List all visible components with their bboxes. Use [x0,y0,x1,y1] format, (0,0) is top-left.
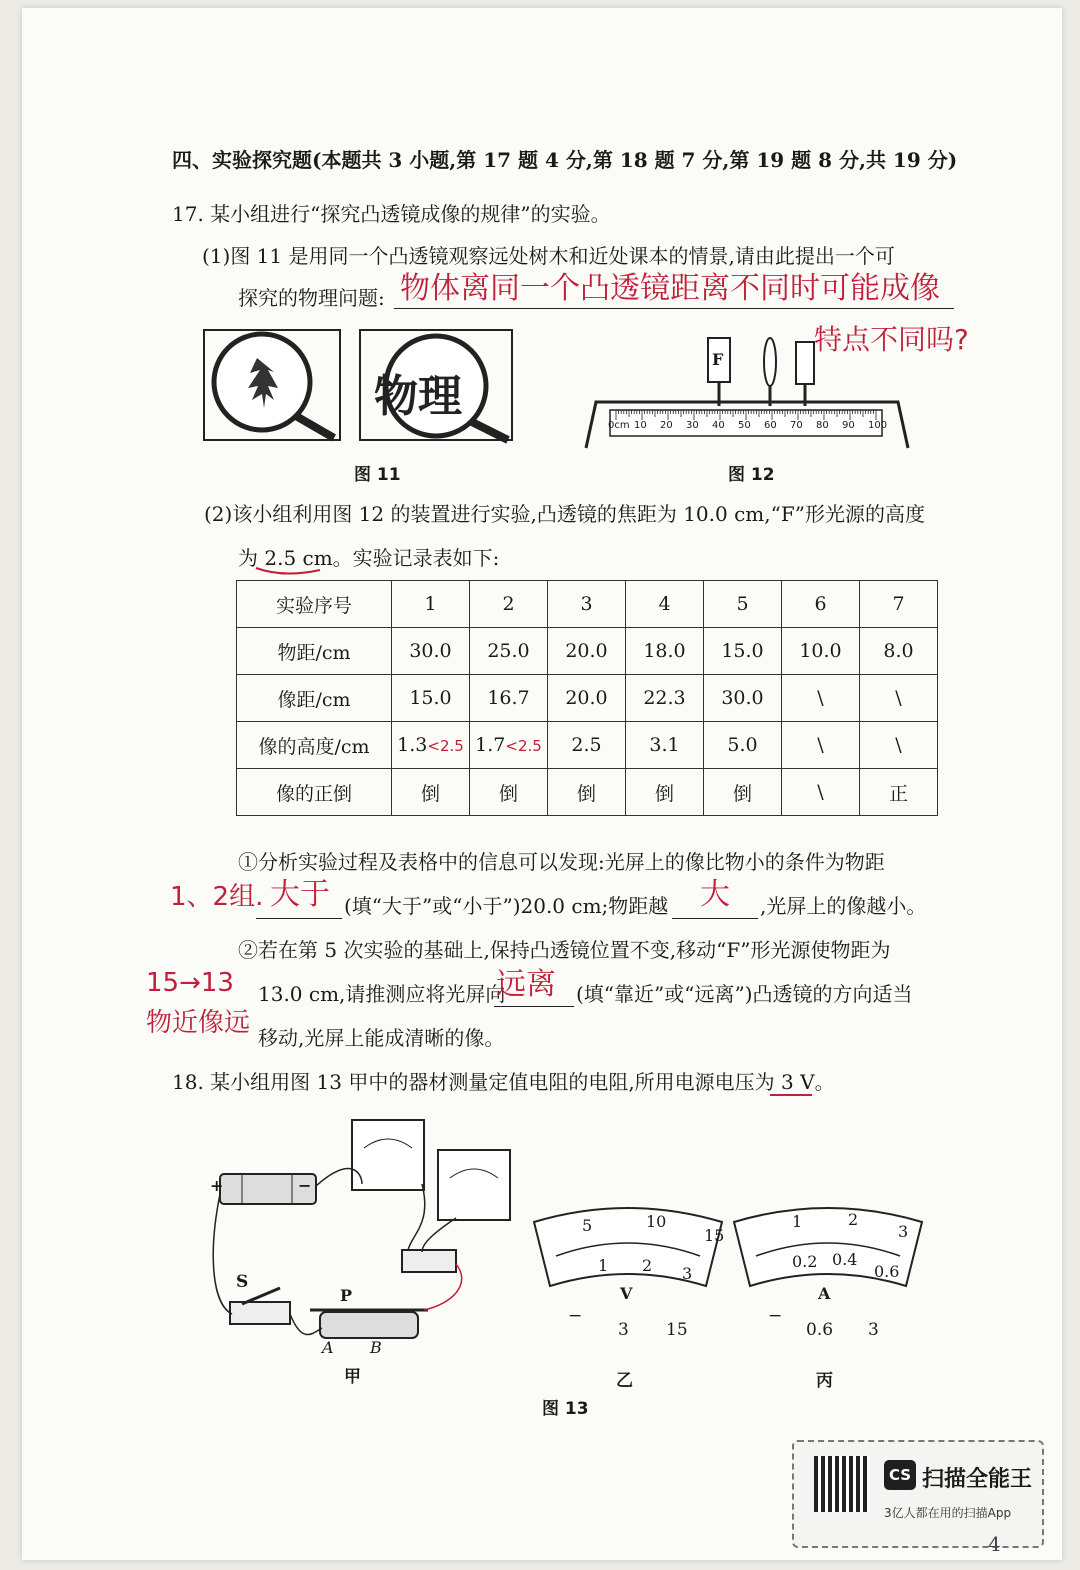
q17-stem: 17. 某小组进行“探究凸透镜成像的规律”的实验。 [172,202,611,226]
ammeter-unit: A [818,1284,831,1303]
q17-sub1-line2a: (填“大于”或“小于”)20.0 cm;物距越 [344,894,669,918]
q17-part1-handwritten-answer-cont: 特点不同吗? [814,323,969,356]
figure-11 [202,328,522,452]
q17-part2-line2: 为 2.5 cm。实验记录表如下: [238,546,500,570]
table-cell: \ [782,675,860,722]
q17-sub1-blank2 [672,918,758,919]
table-cell: 5.0 [704,722,782,769]
voltmeter-unit: V [620,1284,633,1303]
table-header-cell: 1 [392,581,470,628]
table-header-cell: 3 [548,581,626,628]
q17-sub2-line1: ②若在第 5 次实验的基础上,保持凸透镜位置不变,移动“F”形光源使物距为 [238,938,891,962]
table-cell: \ [782,722,860,769]
table-header-cell: 实验序号 [237,581,392,628]
ammeter-device [352,1120,424,1190]
rheostat [320,1312,418,1338]
table-header-cell: 4 [626,581,704,628]
table-cell: \ [860,675,938,722]
q18-stem: 18. 某小组用图 13 甲中的器材测量定值电阻的电阻,所用电源电压为 3 V。 [172,1070,835,1094]
ruler-scale-label: 10 [634,420,647,431]
table-cell: 2.5 [548,722,626,769]
table-cell: 25.0 [470,628,548,675]
voltmeter-top-15: 15 [704,1226,725,1245]
q17-sub2-line2b: (填“靠近”或“远离”)凸透镜的方向适当 [576,982,913,1006]
wire [290,1314,322,1335]
table-cell: 倒 [626,769,704,816]
voltmeter-terminal-3: 3 [618,1320,629,1340]
table-header-cell: 6 [782,581,860,628]
voltmeter-terminal-minus: − [568,1306,583,1326]
ruler-scale-label: 90 [842,420,855,431]
table-cell: \ [782,769,860,816]
ruler-scale-label: 20 [660,420,673,431]
q17-sub1-margin-note: 1、2组. [170,882,264,912]
light-screen [796,342,814,384]
switch [230,1302,290,1324]
red-underline-3v [770,1094,812,1096]
table-header-cell: 2 [470,581,548,628]
battery-minus-label: − [298,1176,312,1195]
table-header-cell: 7 [860,581,938,628]
table-cell: 16.7 [470,675,548,722]
table-cell-with-note [470,722,548,769]
q17-part2-line1: (2)该小组利用图 12 的装置进行实验,凸透镜的焦距为 10.0 cm,“F”形光源的高度 [204,502,925,526]
ruler-scale-label: 60 [764,420,777,431]
scanner-watermark-badge [792,1440,1044,1548]
table-cell: 像距/cm [237,675,392,722]
ammeter-top-1: 1 [792,1212,803,1231]
fixed-resistor [402,1250,456,1272]
label-jia: 甲 [344,1367,361,1387]
fig12-source-letter: F [712,350,724,369]
ammeter-bottom-02: 0.2 [792,1252,818,1271]
table-row [237,675,938,722]
voltmeter-top-10: 10 [646,1212,667,1231]
convex-lens [764,338,776,386]
badge-brand: 扫描全能王 [922,1467,1033,1492]
voltmeter-top-5: 5 [582,1216,593,1235]
q17-sub2-blank [494,1006,574,1007]
q17-sub1-line1: ①分析实验过程及表格中的信息可以发现:光屏上的像比物小的条件为物距 [238,850,885,874]
voltmeter-dial-frame [534,1208,725,1286]
qr-code-icon [814,1456,870,1512]
q17-sub2-margin-note1: 15→13 [146,968,234,998]
table-cell: 8.0 [860,628,938,675]
table-cell: 10.0 [782,628,860,675]
wire [213,1194,232,1314]
table-cell: 30.0 [392,628,470,675]
table-cell: 15.0 [392,675,470,722]
ammeter-terminal-3: 3 [868,1320,879,1340]
q17-sub2-margin-note2: 物近像远 [146,1008,251,1038]
ammeter-top-2: 2 [848,1210,859,1229]
ruler-scale-label: 0cm [608,420,630,431]
voltmeter-dial-figure [530,1204,726,1294]
table-cell: 倒 [470,769,548,816]
label-yi: 乙 [616,1371,633,1391]
ammeter-bottom-06: 0.6 [874,1262,900,1281]
experiment-record-table [236,580,938,816]
voltmeter-bottom-1: 1 [598,1256,609,1275]
voltmeter-device [438,1150,510,1220]
rheostat-b-label: B [370,1338,382,1357]
label-bing: 丙 [816,1371,833,1391]
voltmeter-bottom-2: 2 [642,1256,653,1275]
voltmeter-bottom-3: 3 [682,1264,693,1283]
wire [408,1184,425,1250]
table-cell-value: 1.7 [475,734,506,756]
ruler-scale-label: 30 [686,420,699,431]
table-cell: 倒 [392,769,470,816]
ruler-scale-label: 70 [790,420,803,431]
table-row [237,769,938,816]
table-cell-with-note [392,722,470,769]
figure-13-circuit [202,1114,512,1354]
table-cell: 倒 [704,769,782,816]
q17-part1-line2: 探究的物理问题: [238,286,385,310]
table-cell: 20.0 [548,628,626,675]
q17-part1-line1: (1)图 11 是用同一个凸透镜观察远处树木和近处课本的情景,请由此提出一个可 [202,244,895,268]
table-cell-value: 1.3 [397,734,428,756]
q17-sub1-answer1: 大于 [270,877,330,912]
magnifier-handle-2 [472,422,508,440]
ammeter-top-3: 3 [898,1222,909,1241]
table-header-row [237,581,938,628]
table-cell: 30.0 [704,675,782,722]
table-cell: 18.0 [626,628,704,675]
ruler-scale-label: 40 [712,420,725,431]
q17-sub2-line2a: 13.0 cm,请推测应将光屏向 [258,982,506,1006]
fig12-caption: 图 12 [728,465,775,485]
table-row [237,722,938,769]
q17-sub2-line3: 移动,光屏上能成清晰的像。 [258,1026,505,1050]
table-cell: 像的正倒 [237,769,392,816]
table-cell: 3.1 [626,722,704,769]
wire [422,1218,456,1252]
handwritten-note: <2.5 [505,737,542,755]
table-cell: 像的高度/cm [237,722,392,769]
battery-plus-label: + [210,1176,224,1195]
ammeter-terminal-06: 0.6 [806,1320,834,1340]
q17-sub1-line2b: ,光屏上的像越小。 [760,894,927,918]
q17-sub1-answer2: 大 [700,877,730,912]
ammeter-bottom-04: 0.4 [832,1250,858,1269]
q17-sub2-answer: 远离 [496,967,556,1002]
magnifier-handle [296,416,334,438]
ruler-scale-label: 100 [868,420,888,431]
table-cell: 物距/cm [237,628,392,675]
ruler-scale-label: 50 [738,420,751,431]
table-header-cell: 5 [704,581,782,628]
q17-sub1-blank1 [256,918,342,919]
section-heading: 四、实验探究题(本题共 3 小题,第 17 题 4 分,第 18 题 7 分,第 19 题 8 分,共 19 分) [172,148,958,172]
q17-part1-answer-line [394,308,954,309]
table-cell: 20.0 [548,675,626,722]
fig11-book-text: 物理 [374,371,462,422]
fig13-caption: 图 13 [542,1399,589,1419]
voltmeter-terminal-15: 15 [666,1320,688,1340]
page-number: 4 [988,1532,1001,1556]
table-row [237,628,938,675]
rheostat-a-label: A [322,1338,334,1357]
red-underline-mark [254,564,324,578]
q17-part1-handwritten-answer: 物体离同一个凸透镜距离不同时可能成像 [400,271,940,306]
table-cell: 正 [860,769,938,816]
rheostat-p-label: P [340,1286,353,1305]
table-cell: 15.0 [704,628,782,675]
handwritten-note: <2.5 [427,737,464,755]
cs-logo: CS [884,1460,916,1490]
exam-page [22,8,1062,1560]
table-cell: \ [860,722,938,769]
ruler-scale-label: 80 [816,420,829,431]
switch-label: S [236,1272,249,1292]
ammeter-terminal-minus: − [768,1306,783,1326]
badge-tagline: 3亿人都在用的扫描App [884,1506,1012,1520]
ruler-scale-labels [608,420,888,434]
table-cell: 22.3 [626,675,704,722]
fig11-caption: 图 11 [354,465,401,485]
table-cell: 倒 [548,769,626,816]
